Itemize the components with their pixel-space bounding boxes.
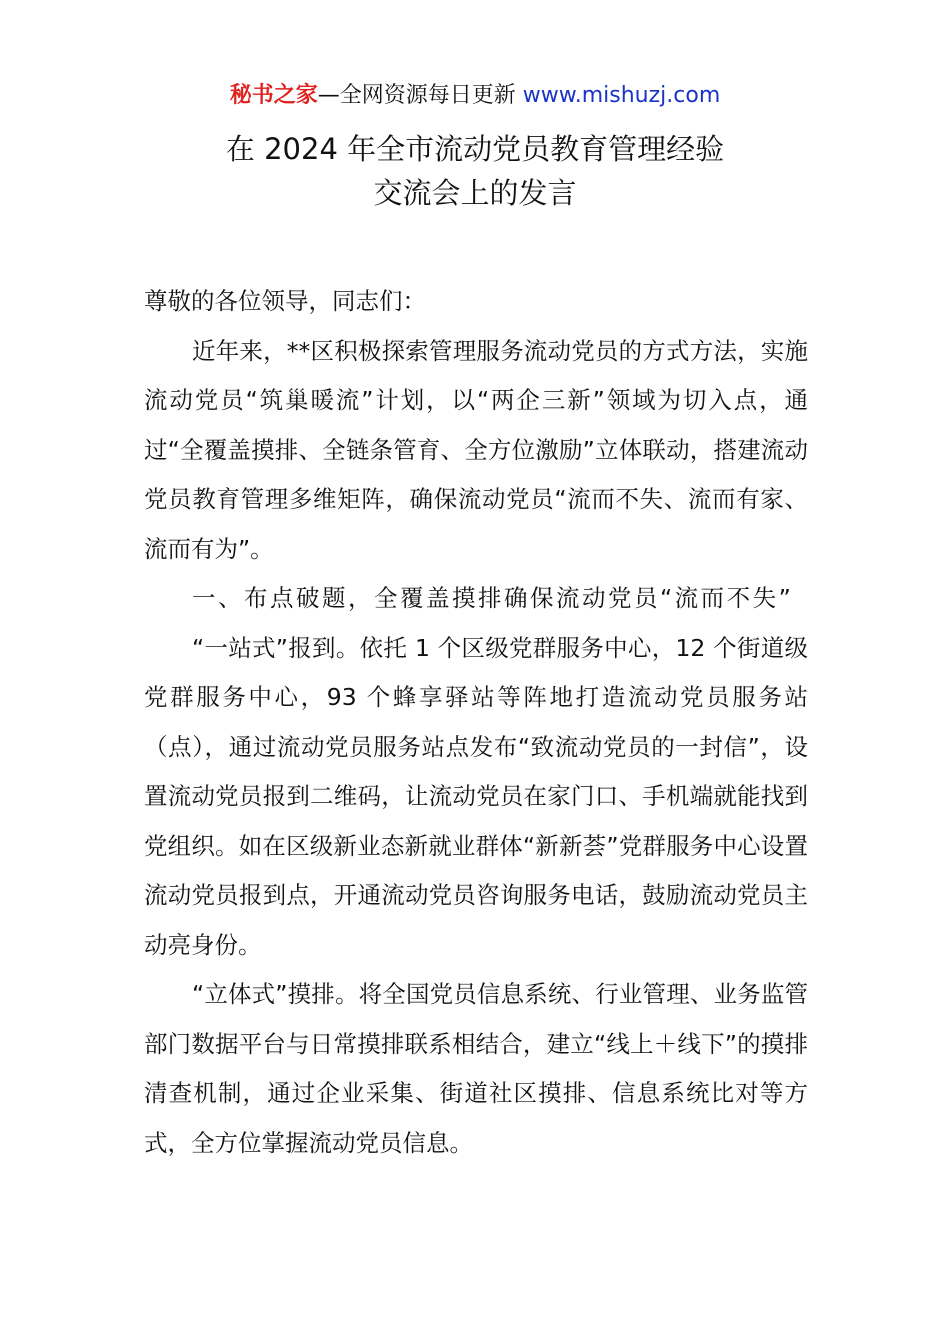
- brand-name: 秘书之家: [229, 83, 318, 108]
- paragraph-one-stop-report: “一站式”报到。依托 1 个区级党群服务中心，12 个街道级党群服务中心，93 个蜂享驿站等阵地打造流动党员服务站（点），通过流动党员服务站点发布“致流动党员的一封信”，设置流动党员报到二维码，让流动党员在家门口、手机端就能找到党组织。如在区级新业态新就业群体“新新荟”党群服务中心设置流动党员报到点，开通流动党员咨询服务电话，鼓励流动党员主动亮身份。: [144, 633, 808, 959]
- site-header: [0, 80, 950, 112]
- salutation: 尊敬的各位领导，同志们：: [144, 287, 426, 315]
- document-body: [144, 277, 808, 1168]
- section-heading-1: 一、布点破题，全覆盖摸排确保流动党员“流而不失”: [192, 584, 794, 612]
- header-tagline: —全网资源每日更新: [317, 83, 523, 108]
- paragraph-intro: 近年来，**区积极探索管理服务流动党员的方式方法，实施流动党员“筑巢暖流”计划，以“两企三新”领域为切入点，通过“全覆盖摸排、全链条管育、全方位激励”立体联动，搭建流动党员教育管理多维矩阵，确保流动党员“流而不失、流而有家、流而有为”。: [144, 336, 808, 563]
- paragraph-3d-survey: “立体式”摸排。将全国党员信息系统、行业管理、业务监管部门数据平台与日常摸排联系相结合，建立“线上＋线下”的摸排清查机制，通过企业采集、街道社区摸排、信息系统比对等方式，全方位掌握流动党员信息。: [144, 980, 808, 1157]
- title-line-2: 交流会上的发言: [373, 176, 577, 210]
- site-url[interactable]: www.mishuzj.com: [522, 83, 721, 108]
- title-line-1: 在 2024 年全市流动党员教育管理经验: [225, 132, 725, 166]
- document-title: [0, 127, 950, 215]
